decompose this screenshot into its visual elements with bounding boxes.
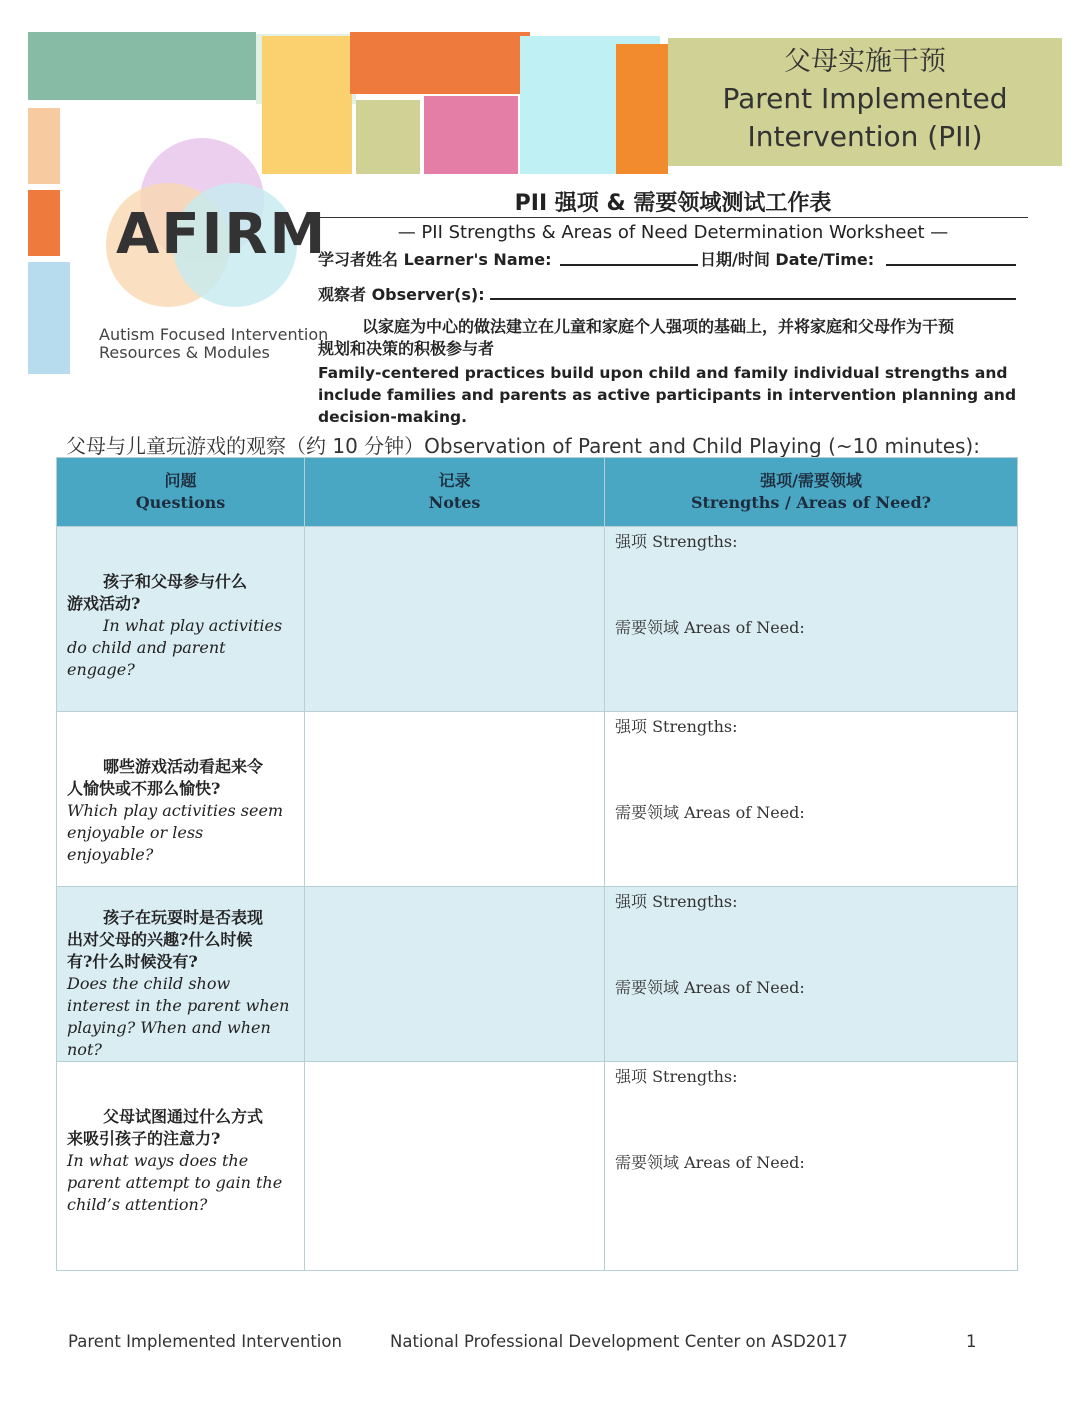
notes-cell[interactable] xyxy=(305,887,605,1062)
learner-name-input[interactable] xyxy=(560,264,698,266)
needs-label: 需要领域 Areas of Need: xyxy=(615,618,805,637)
table-row xyxy=(57,1062,1018,1271)
program-title-cn: 父母实施干预 xyxy=(784,46,946,77)
needs-label: 需要领域 Areas of Need: xyxy=(615,1153,805,1172)
header-notes-cn: 记录 xyxy=(438,471,471,490)
afirm-logo xyxy=(90,120,328,320)
question-cell xyxy=(57,712,305,887)
observer-input[interactable] xyxy=(490,298,1016,300)
header-notes-en: Notes xyxy=(428,493,481,512)
header-strengths-en: Strengths / Areas of Need? xyxy=(690,493,932,512)
strengths-needs-cell[interactable] xyxy=(605,712,1018,887)
question-cn: 来吸引孩子的注意力? xyxy=(67,1129,221,1148)
intro-en-line-1: Family-centered practices build upon child and family individual strengths and xyxy=(318,364,1008,382)
header-questions-cn: 问题 xyxy=(164,471,197,490)
question-cn: 人愉快或不那么愉快? xyxy=(67,779,221,798)
notes-cell[interactable] xyxy=(305,1062,605,1271)
worksheet-title: PII 强项 & 需要领域测试工作表 xyxy=(514,191,832,216)
header-strengths-needs xyxy=(605,458,1018,527)
question-cn: 有?什么时候没有? xyxy=(67,952,198,971)
needs-label: 需要领域 Areas of Need: xyxy=(615,803,805,822)
strengths-needs-cell[interactable] xyxy=(605,1062,1018,1271)
intro-cn xyxy=(318,316,1028,360)
intro-cn-line-1: 以家庭为中心的做法建立在儿童和家庭个人强项的基础上，并将家庭和父母作为干预 xyxy=(362,317,955,336)
question-cn: 出对父母的兴趣?什么时候 xyxy=(67,930,253,949)
date-time-input[interactable] xyxy=(886,264,1016,266)
notes-cell[interactable] xyxy=(305,527,605,712)
question-en: Which play activities seem enjoyable or less enjoyable? xyxy=(67,801,284,864)
program-title-en-1: Parent Implemented xyxy=(722,82,1008,115)
intro-en-line-3: decision-making. xyxy=(318,408,468,426)
header-notes xyxy=(305,458,605,527)
observer-label: 观察者 Observer(s): xyxy=(318,285,485,304)
table-row xyxy=(57,887,1018,1062)
question-en: In what ways does the parent attempt to gain the child’s attention? xyxy=(67,1151,283,1214)
question-cn: 父母试图通过什么方式 xyxy=(103,1107,264,1126)
logo-text: AFIRM xyxy=(116,202,328,267)
tagline-line-1: Autism Focused Intervention xyxy=(99,325,329,344)
observation-heading: 父母与儿童玩游戏的观察（约 10 分钟）Observation of Parent and Child Playing (~10 minutes): xyxy=(66,434,980,458)
question-cn: 孩子和父母参与什么 xyxy=(103,572,248,591)
table-row xyxy=(57,527,1018,712)
intro-en-line-2: include families and parents as active participants in intervention planning and xyxy=(318,386,1017,404)
notes-cell[interactable] xyxy=(305,712,605,887)
strengths-label: 强项 Strengths: xyxy=(615,1067,738,1086)
needs-label: 需要领域 Areas of Need: xyxy=(615,978,805,997)
header-questions xyxy=(57,458,305,527)
strengths-needs-cell[interactable] xyxy=(605,527,1018,712)
date-time-label: 日期/时间 Date/Time: xyxy=(700,250,875,269)
logo-tagline xyxy=(99,326,328,362)
program-title-box xyxy=(668,38,1062,166)
question-en: Does the child show interest in the parent when playing? When and when not? xyxy=(67,974,290,1059)
worksheet-subtitle: — PII Strengths & Areas of Need Determination Worksheet — xyxy=(397,222,949,243)
question-cell xyxy=(57,887,305,1062)
strengths-label: 强项 Strengths: xyxy=(615,532,738,551)
header-questions-en: Questions xyxy=(135,493,226,512)
program-title-en-2: Intervention (PII) xyxy=(747,120,983,153)
header-strengths-cn: 强项/需要领域 xyxy=(760,471,862,490)
question-cn: 游戏活动? xyxy=(67,594,141,613)
strengths-label: 强项 Strengths: xyxy=(615,717,738,736)
title-divider xyxy=(316,217,1028,218)
footer-left: Parent Implemented Intervention xyxy=(68,1332,342,1351)
question-en: In what play activities do child and parent engage? xyxy=(67,616,283,679)
page-number: 1 xyxy=(966,1332,977,1351)
intro-en xyxy=(318,362,1028,428)
question-cell xyxy=(57,527,305,712)
learner-name-label: 学习者姓名 Learner's Name: xyxy=(318,250,552,269)
table-header-row xyxy=(57,458,1018,527)
strengths-label: 强项 Strengths: xyxy=(615,892,738,911)
table-row xyxy=(57,712,1018,887)
strengths-needs-cell[interactable] xyxy=(605,887,1018,1062)
footer-center: National Professional Development Center on ASD2017 xyxy=(390,1332,848,1351)
question-cn: 孩子在玩耍时是否表现 xyxy=(103,908,264,927)
question-cn: 哪些游戏活动看起来令 xyxy=(103,757,264,776)
intro-cn-line-2: 规划和决策的积极参与者 xyxy=(318,339,495,358)
tagline-line-2: Resources & Modules xyxy=(99,343,270,362)
worksheet-table xyxy=(56,457,1018,1271)
question-cell xyxy=(57,1062,305,1271)
